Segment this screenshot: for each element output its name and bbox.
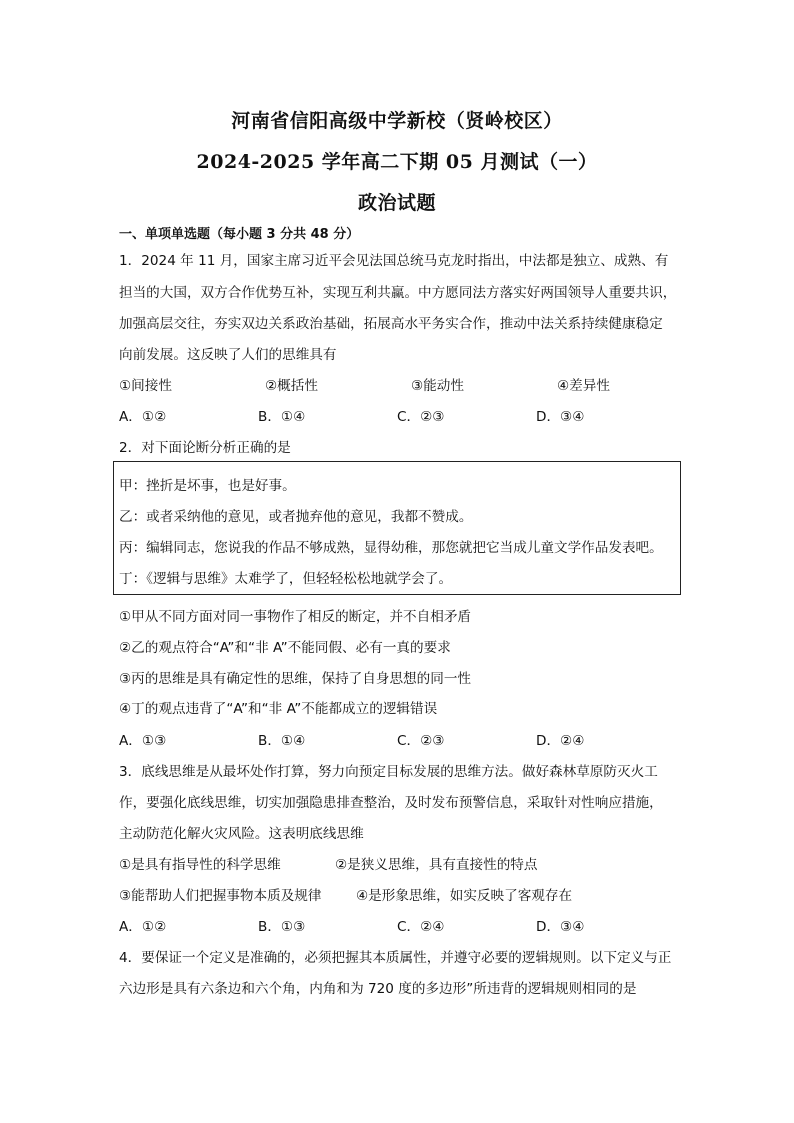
q3-statement-1: ①是具有指导性的科学思维 [119, 857, 281, 873]
q1-line-2: 担当的大国，双方合作优势互补，实现互利共赢。中方愿同法方落实好两国领导人重要共识， [119, 285, 677, 301]
q2-statement-4: ④丁的观点违背了“A”和“非 A”不能都成立的逻辑错误 [119, 701, 438, 717]
q3-option-d: D．③④ [536, 919, 585, 935]
q1-line-4: 向前发展。这反映了人们的思维具有 [119, 347, 337, 363]
q3-option-a: A．①② [119, 919, 167, 935]
q2-option-c: C．②③ [397, 733, 445, 749]
q1-option-a: A．①② [119, 409, 167, 425]
q1-statement-1: ①间接性 [119, 378, 172, 394]
q3-line-3: 主动防范化解火灾风险。这表明底线思维 [119, 826, 364, 842]
q2-statement-2: ②乙的观点符合“A”和“非 A”不能同假、必有一真的要求 [119, 640, 451, 656]
exam-title: 2024-2025 学年高二下期 05 月测试（一） [196, 151, 598, 173]
q1-statement-2: ②概括性 [265, 378, 318, 394]
q1-option-d: D．③④ [536, 409, 585, 425]
q2-box-line-2: 乙：或者采纳他的意见，或者抛弃他的意见，我都不赞成。 [119, 509, 473, 525]
q3-statement-2: ②是狭义思维，具有直接性的特点 [335, 857, 538, 873]
q3-statement-3: ③能帮助人们把握事物本质及规律 [119, 888, 322, 904]
q3-line-1: 3．底线思维是从最坏处作打算，努力向预定目标发展的思维方法。做好森林草原防灭火工 [119, 764, 658, 780]
q2-box-line-3: 丙：编辑同志，您说我的作品不够成熟，显得幼稚，那您就把它当成儿童文学作品发表吧。 [119, 540, 663, 556]
q2-box-line-4: 丁：《逻辑与思维》太难学了，但轻轻松松地就学会了。 [119, 571, 453, 587]
q3-statement-4: ④是形象思维，如实反映了客观存在 [356, 888, 573, 904]
q2-statement-3: ③丙的思维是具有确定性的思维，保持了自身思想的同一性 [119, 671, 472, 687]
q2-option-b: B．①④ [258, 733, 306, 749]
q1-statement-3: ③能动性 [411, 378, 464, 394]
q1-option-c: C．②③ [397, 409, 445, 425]
q3-option-c: C．②④ [397, 919, 445, 935]
q4-line-2: 六边形是具有六条边和六个角，内角和为 720 度的多边形”所违背的逻辑规则相同的是 [119, 981, 637, 997]
q3-line-2: 作，要强化底线思维，切实加强隐患排查整治，及时发布预警信息，采取针对性响应措施， [119, 795, 663, 811]
school-title: 河南省信阳高级中学新校（贤岭校区） [231, 110, 563, 132]
q1-line-3: 加强高层交往，夯实双边关系政治基础，拓展高水平务实合作，推动中法关系持续健康稳定 [119, 316, 663, 332]
q2-stem: 2．对下面论断分析正确的是 [119, 440, 291, 456]
q3-option-b: B．①③ [258, 919, 306, 935]
q2-option-d: D．②④ [536, 733, 585, 749]
subject-title: 政治试题 [357, 192, 436, 214]
q1-line-1: 1．2024 年 11 月，国家主席习近平会见法国总统马克龙时指出，中法都是独立、成熟、有 [119, 253, 669, 269]
q1-statement-4: ④差异性 [557, 378, 610, 394]
q4-line-1: 4．要保证一个定义是准确的，必须把握其本质属性，并遵守必要的逻辑规则。以下定义与正 [119, 950, 672, 966]
q2-statement-1: ①甲从不同方面对同一事物作了相反的断定，并不自相矛盾 [119, 609, 472, 625]
q1-option-b: B．①④ [258, 409, 306, 425]
q2-option-a: A．①③ [119, 733, 167, 749]
section-heading: 一、单项单选题（每小题 3 分共 48 分） [119, 227, 360, 242]
q2-box-line-1: 甲：挫折是坏事，也是好事。 [119, 478, 296, 494]
